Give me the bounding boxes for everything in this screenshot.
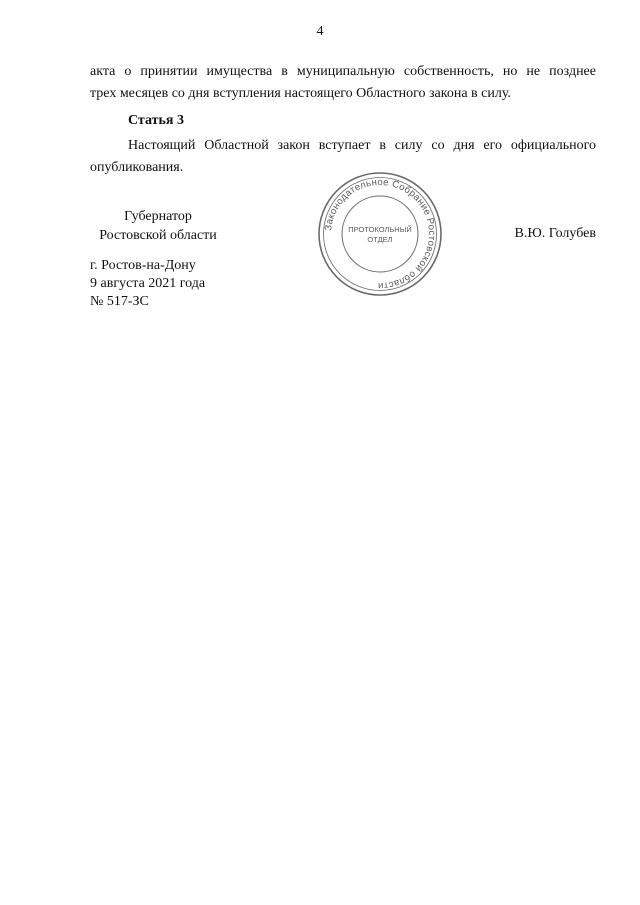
page-number: 4 <box>316 24 324 39</box>
article-line: опубликования. <box>90 160 184 175</box>
signatory-title <box>90 207 226 245</box>
paragraph-line: акта о принятии имущества в муниципальную собственность, но не позднее <box>90 64 596 79</box>
official-stamp <box>316 170 444 298</box>
paragraph-line: трех месяцев со дня вступления настоящего Областного закона в силу. <box>90 86 511 101</box>
stamp-inner-text-1: ПРОТОКОЛЬНЫЙ <box>348 225 412 234</box>
stamp-outer-text: Законодательное Собрание Ростовской области <box>323 176 438 292</box>
date: 9 августа 2021 года <box>90 276 206 291</box>
signatory-title-line: Ростовской области <box>99 228 217 243</box>
signatory-name: В.Ю. Голубев <box>514 226 596 241</box>
stamp-outer-ring <box>319 173 441 295</box>
stamp-inner-text-2: ОТДЕЛ <box>367 235 393 244</box>
article-line: Настоящий Областной закон вступает в силу со дня его официального <box>128 138 596 153</box>
stamp-inner-ring <box>342 196 418 272</box>
article-heading: Статья 3 <box>128 113 184 128</box>
signatory-title-line: Губернатор <box>124 209 192 224</box>
city: г. Ростов-на-Дону <box>90 258 196 273</box>
law-number: № 517-ЗС <box>90 294 149 309</box>
paragraph-continuation <box>90 61 596 105</box>
place-date-block <box>90 257 205 311</box>
